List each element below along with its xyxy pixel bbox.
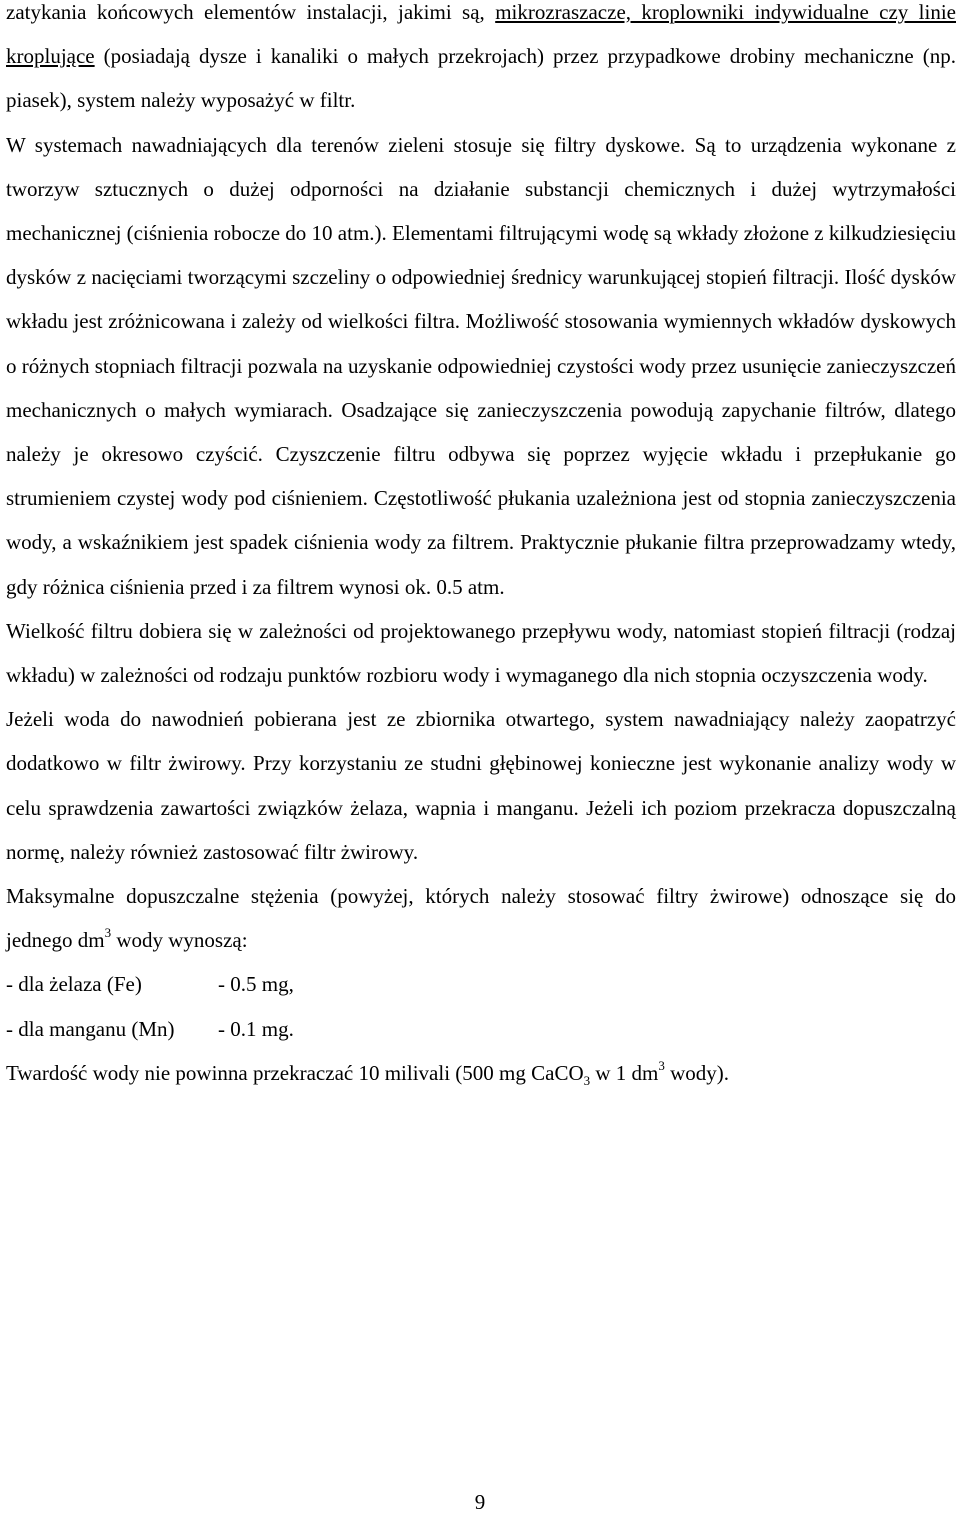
paragraph-disc-filters: W systemach nawadniających dla terenów zieleni stosuje się filtry dyskowe. Są to urządzenia wykonane z tworzyw sztucznych o dużej odporności na działanie substancji chemicznych i dużej wytrzymałości mechanicznej (ciśnienia robocze do 10 atm.). Elementami filtrującymi wodę są wkłady złożone z kilkudziesięciu dysków z nacięciami tworzącymi szczeliny o odpowiedniej średnicy warunkującej stopień filtracji. Ilość dysków wkładu jest zróżnicowana i zależy od wielkości filtra. Możliwość stosowania wymiennych wkładów dyskowych o różnych stopniach filtracji pozwala na uzyskanie odpowiedniej czystości wody przez usunięcie zanieczyszczeń mechanicznych o małych wymiarach. Osadzające się zanieczyszczenia powodują zapychanie filtrów, dlatego należy je okresowo czyścić. Czyszczenie filtru odbywa się poprzez wyjęcie wkładu i przepłukanie go strumieniem czystej wody pod ciśnieniem. Częstotliwość płukania uzależniona jest od stopnia zanieczyszczenia wody, a wskaźnikiem jest spadek ciśnienia wody za filtrem. Praktycznie płukanie filtra przeprowadzamy wtedy, gdy różnica ciśnienia przed i za filtrem wynosi ok. 0.5 atm. — [6, 132, 956, 599]
paragraph-gravel-filter: Jeżeli woda do nawodnień pobierana jest ze zbiornika otwartego, system nawadniający należy zaopatrzyć dodatkowo w filtr żwirowy. Przy korzystaniu ze studni głębinowej konieczne jest wykonanie analizy wody w celu sprawdzenia zawartości związków żelaza, wapnia i manganu. Jeżeli ich poziom przekracza dopuszczalną normę, należy również zastosować filtr żwirowy. — [6, 707, 956, 864]
paragraph-water-hardness: Twardość wody nie powinna przekraczać 10 milivali (500 mg CaCO$_3$ w 1 $dm^3$ wody). — [6, 1057, 730, 1089]
limit-row-iron — [6, 962, 956, 1006]
limit-label: - dla żelaza (Fe) — [6, 972, 142, 997]
page-number: 9 — [474, 1490, 486, 1514]
limit-value: - 0.1 mg. — [218, 1016, 294, 1041]
limit-label: - dla manganu (Mn) — [6, 1016, 175, 1041]
limit-value: - 0.5 mg, — [218, 972, 294, 997]
underlined-term: mikrozraszacze, kroplowniki indywidualne czy linie kroplujące — [6, 0, 956, 69]
document-body — [6, 0, 956, 1095]
paragraph-filter-intro: zatykania końcowych elementów instalacji, jakimi są, mikrozraszacze, kroplowniki indywidualne czy linie kroplujące (posiadają dysze i kanaliki o małych przekrojach) przez przypadkowe drobiny mechaniczne (np. piasek), system należy wyposażyć w filtr. — [6, 0, 956, 113]
paragraph-filter-size: Wielkość filtru dobiera się w zależności od projektowanego przepływu wody, natomiast stopień filtracji (rodzaj wkładu) w zależności od rodzaju punktów rozbioru wody i wymaganego dla nich stopnia oczyszczenia wody. — [6, 618, 956, 688]
limit-row-manganese — [6, 1007, 956, 1051]
paragraph-max-concentrations: Maksymalne dopuszczalne stężenia (powyżej, których należy stosować filtry żwirowe) odnoszące się do jednego $dm^3$ wody wynoszą: — [6, 884, 956, 953]
